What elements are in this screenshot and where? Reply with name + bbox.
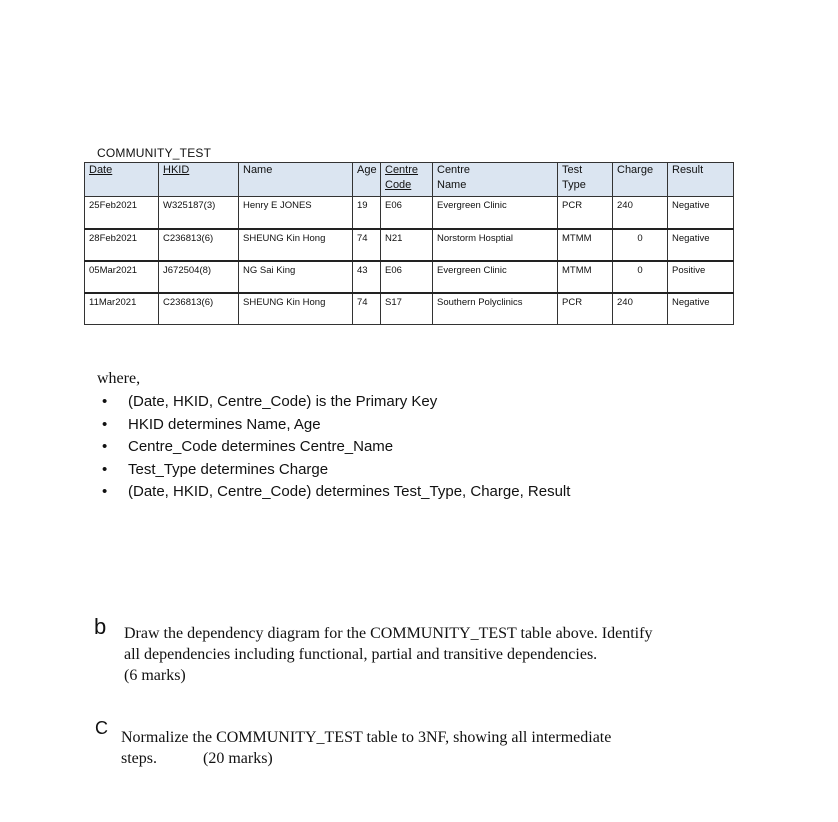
cell-date: 28Feb2021 (85, 229, 159, 261)
list-item: • Centre_Code determines Centre_Name (102, 438, 394, 455)
list-item: • (Date, HKID, Centre_Code) is the Primary Key (102, 393, 438, 410)
community-test-table (84, 162, 734, 325)
cell-centre-code: N21 (381, 229, 433, 261)
col-header-charge: Charge (613, 163, 668, 197)
cell-centre-code: S17 (381, 293, 433, 325)
table-row (85, 261, 734, 293)
cell-centre-name: Norstorm Hosptial (433, 229, 558, 261)
cell-centre-name: Southern Polyclinics (433, 293, 558, 325)
bullet-icon: • (102, 438, 108, 455)
cell-result: Negative (668, 197, 734, 229)
cell-hkid: C236813(6) (159, 229, 239, 261)
list-item: • (Date, HKID, Centre_Code) determines Test_Type, Charge, Result (102, 483, 571, 500)
cell-date: 11Mar2021 (85, 293, 159, 325)
cell-test-type: PCR (558, 197, 613, 229)
cell-centre-code: E06 (381, 197, 433, 229)
col-header-age: Age (353, 163, 381, 197)
question-c-line2: steps. (121, 750, 157, 767)
cell-result: Positive (668, 261, 734, 293)
cell-test-type: MTMM (558, 229, 613, 261)
col-header-hkid: HKID (159, 163, 239, 197)
cell-charge: 240 (613, 197, 668, 229)
where-label: where, (97, 370, 141, 387)
table-row (85, 293, 734, 325)
cell-date: 25Feb2021 (85, 197, 159, 229)
cell-name: NG Sai King (239, 261, 353, 293)
question-b-line2: all dependencies including functional, partial and transitive dependencies. (124, 646, 598, 663)
bullet-icon: • (102, 415, 108, 433)
cell-charge: 0 (613, 229, 668, 261)
cell-charge: 0 (613, 261, 668, 293)
cell-hkid: J672504(8) (159, 261, 239, 293)
cell-age: 19 (353, 197, 381, 229)
question-b-letter: b (94, 614, 107, 639)
cell-charge: 240 (613, 293, 668, 325)
cell-result: Negative (668, 293, 734, 325)
question-b-line1: Draw the dependency diagram for the COMMUNITY_TEST table above. Identify (124, 625, 653, 642)
table-title: COMMUNITY_TEST (97, 146, 212, 160)
cell-hkid: W325187(3) (159, 197, 239, 229)
table-row (85, 229, 734, 261)
cell-centre-name: Evergreen Clinic (433, 197, 558, 229)
col-header-name: Name (239, 163, 353, 197)
col-header-centre-name: Centre Name (433, 163, 558, 197)
list-item: • Test_Type determines Charge (102, 460, 329, 478)
cell-date: 05Mar2021 (85, 261, 159, 293)
cell-test-type: PCR (558, 293, 613, 325)
cell-age: 74 (353, 293, 381, 325)
cell-centre-name: Evergreen Clinic (433, 261, 558, 293)
question-c-marks: (20 marks) (203, 750, 273, 767)
col-header-date: Date (85, 163, 159, 197)
col-header-centre-code: Centre Code (381, 163, 433, 197)
cell-age: 74 (353, 229, 381, 261)
col-header-result: Result (668, 163, 734, 197)
col-header-test-type: Test Type (558, 163, 613, 197)
cell-centre-code: E06 (381, 261, 433, 293)
bullet-icon: • (102, 460, 108, 478)
bullet-icon: • (102, 483, 108, 500)
dependency-rules-list (100, 392, 570, 505)
header-row (85, 163, 734, 197)
question-c-line1: Normalize the COMMUNITY_TEST table to 3NF, showing all intermediate (121, 729, 612, 746)
bullet-icon: • (102, 393, 108, 410)
cell-hkid: C236813(6) (159, 293, 239, 325)
list-item: • HKID determines Name, Age (102, 415, 321, 433)
cell-name: SHEUNG Kin Hong (239, 229, 353, 261)
question-c-letter: C (95, 718, 108, 738)
cell-name: Henry E JONES (239, 197, 353, 229)
cell-name: SHEUNG Kin Hong (239, 293, 353, 325)
cell-age: 43 (353, 261, 381, 293)
cell-result: Negative (668, 229, 734, 261)
question-b-marks: (6 marks) (124, 667, 186, 684)
table-row (85, 197, 734, 229)
cell-test-type: MTMM (558, 261, 613, 293)
